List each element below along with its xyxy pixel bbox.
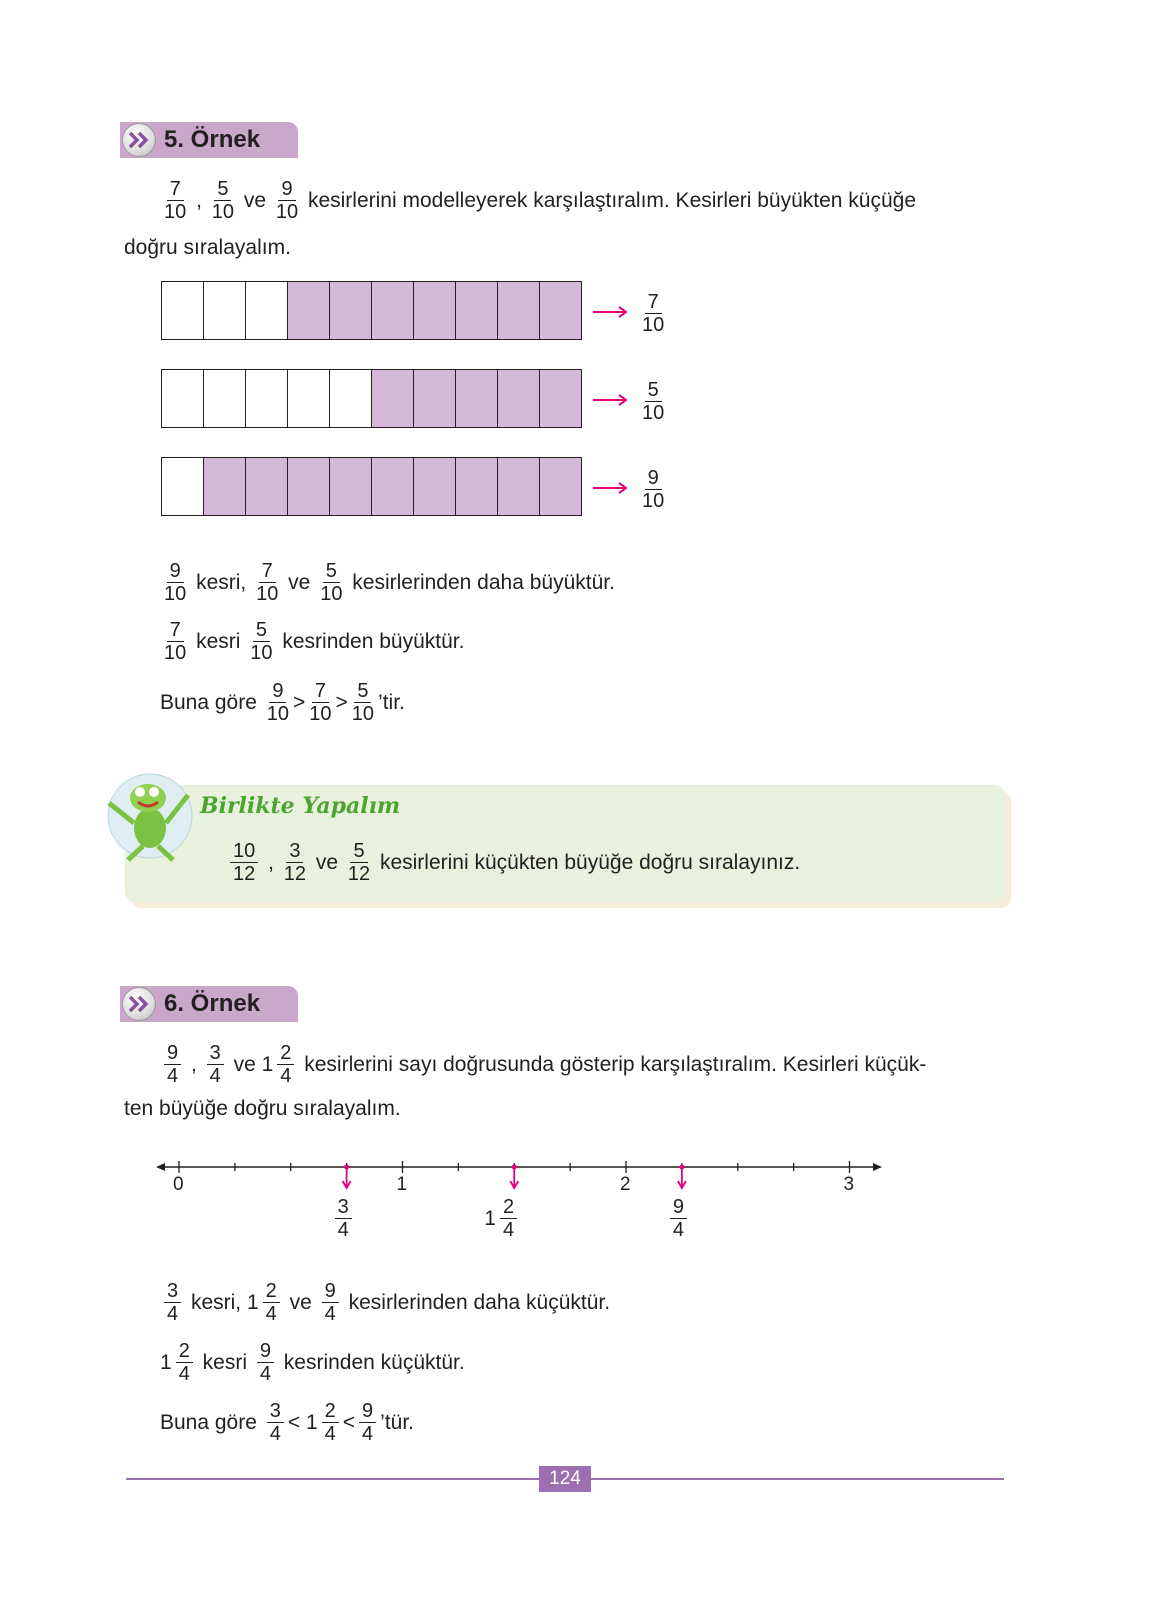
fraction [250,619,272,664]
shaded-cell [498,370,540,427]
denominator: 10 [164,642,187,664]
numerator: 2 [263,1280,280,1303]
fraction [212,178,234,223]
footer-rule [126,1478,539,1480]
denominator: 4 [280,1065,292,1087]
text-segment: ve 1 [227,1052,274,1076]
denominator: 10 [642,402,665,424]
denominator: 4 [502,1219,515,1241]
text-segment: > [293,690,306,714]
denominator: 10 [164,201,187,223]
fraction [284,840,306,885]
statement-4 [160,1280,610,1325]
shaded-cell [540,458,581,515]
fraction-bar-model [161,457,582,516]
denominator: 10 [642,314,665,336]
denominator: 12 [283,863,307,885]
numerator: 7 [645,291,662,314]
example-6-intro [160,1042,926,1087]
text-segment: kesirlerinden daha küçüktür. [342,1290,611,1314]
statement-1 [160,560,615,605]
numerator: 2 [176,1340,193,1363]
fraction [164,560,186,605]
fraction [164,178,186,223]
denominator: 4 [209,1065,221,1087]
fraction [207,1042,224,1087]
text-segment: kesrinden büyüktür. [276,629,465,653]
text-segment: kesri [196,1350,253,1374]
numerator: 2 [322,1400,339,1423]
frog-mascot-icon [98,768,198,868]
text-segment: 1 [160,1350,172,1374]
text-segment: ’tir. [378,690,405,714]
fraction [176,1340,193,1385]
whole-part: 1 [484,1206,496,1230]
numerator: 5 [354,680,371,703]
birlikte-title: Birlikte Yapalım [200,793,401,819]
denominator: 10 [250,642,273,664]
tick-label: 1 [396,1174,408,1195]
right-arrow-icon [593,301,629,325]
text-segment: kesirlerinden daha büyüktür. [346,570,615,594]
denominator: 4 [167,1065,179,1087]
example-5-title: 5. Örnek [164,126,261,153]
text-segment: , [185,1052,203,1076]
page-number: 124 [539,1466,591,1492]
numerator: 7 [167,619,184,642]
example-6-title: 6. Örnek [164,990,261,1017]
shaded-cell [204,458,246,515]
text-segment: ve [238,188,272,212]
shaded-cell [372,458,414,515]
text-segment: kesri, 1 [185,1290,259,1314]
empty-cell [162,458,204,515]
numerator: 3 [207,1042,224,1065]
shaded-cell [498,458,540,515]
denominator: 4 [167,1303,179,1325]
fraction [359,1400,376,1445]
fraction [164,619,186,664]
numerator: 3 [267,1400,284,1423]
text-segment: kesrinden küçüktür. [277,1350,465,1374]
footer-rule [591,1478,1004,1480]
mark-label [484,1196,521,1241]
fraction [642,467,664,512]
mark-label [331,1196,356,1241]
double-chevron-icon [122,123,156,157]
empty-cell [330,370,372,427]
numerator: 3 [164,1280,181,1303]
numerator: 5 [323,560,340,583]
numerator: 9 [257,1340,274,1363]
denominator: 4 [324,1303,336,1325]
denominator: 10 [164,583,187,605]
numerator: 3 [286,840,303,863]
numerator: 10 [230,840,258,863]
numerator: 9 [269,680,286,703]
denominator: 10 [211,201,235,223]
number-line [0,1140,1163,1260]
denominator: 4 [362,1423,374,1445]
shaded-cell [330,458,372,515]
fraction [230,840,258,885]
text-segment: kesirlerini sayı doğrusunda gösterip karşılaştıralım. Kesirleri küçük- [298,1052,927,1076]
down-arrow-icon [343,1167,351,1188]
fraction [642,291,664,336]
fraction [309,680,331,725]
denominator: 4 [269,1423,281,1445]
empty-cell [162,370,204,427]
numerator: 2 [500,1196,517,1219]
text-segment: , [190,188,208,212]
empty-cell [246,370,288,427]
text-segment: < [342,1410,356,1434]
shaded-cell [414,458,456,515]
fraction [348,840,370,885]
text-segment: > [335,690,348,714]
empty-cell [204,370,246,427]
text-segment: Buna göre [160,690,263,714]
fraction [276,178,298,223]
denominator: 10 [309,703,332,725]
fraction [164,1280,181,1325]
empty-cell [204,282,246,339]
denominator: 10 [642,490,665,512]
text-segment: ’tür. [380,1410,415,1434]
example-5-intro [160,178,916,223]
denominator: 4 [672,1219,684,1241]
numerator: 9 [164,1042,181,1065]
shaded-cell [456,282,498,339]
fraction [164,1042,181,1087]
statement-3 [160,680,405,725]
fraction [256,560,278,605]
tick-label: 3 [843,1174,855,1195]
numerator: 5 [645,379,662,402]
fraction [322,1400,339,1445]
numerator: 5 [350,840,367,863]
numerator: 3 [335,1196,352,1219]
numerator: 7 [312,680,329,703]
numerator: 2 [277,1042,294,1065]
empty-cell [288,370,330,427]
text-segment: ve [283,1290,318,1314]
shaded-cell [498,282,540,339]
right-arrow-icon [593,477,629,501]
example-6-badge [120,986,298,1022]
example-5-badge [120,122,298,158]
denominator: 10 [351,703,375,725]
down-arrow-icon [510,1167,518,1188]
shaded-cell [288,458,330,515]
fraction [277,1042,294,1087]
fraction [500,1196,517,1241]
numerator: 5 [253,619,270,642]
fraction [322,1280,339,1325]
numerator: 9 [167,560,184,583]
fraction [267,1400,284,1445]
denominator: 10 [266,703,289,725]
numerator: 9 [645,467,662,490]
text-segment: ve [310,850,344,874]
shaded-cell [414,370,456,427]
example-5-intro-cont: doğru sıralayalım. [124,236,291,259]
fraction-bar-model [161,369,582,428]
shaded-cell [372,370,414,427]
mark-label [666,1196,691,1241]
down-arrow-icon [678,1167,686,1188]
fraction [335,1196,352,1241]
fraction [352,680,374,725]
fraction [267,680,289,725]
numerator: 5 [214,178,231,201]
double-chevron-icon [122,987,156,1021]
birlikte-task [226,840,800,885]
denominator: 4 [337,1219,349,1241]
shaded-cell [246,458,288,515]
numerator: 9 [670,1196,687,1219]
denominator: 4 [265,1303,277,1325]
text-segment: kesirlerini küçükten büyüğe doğru sıralayınız. [374,850,801,874]
empty-cell [162,282,204,339]
fraction-bar-model [161,281,582,340]
statement-6 [160,1400,414,1445]
tick-label: 2 [620,1174,631,1195]
left-arrowhead [156,1163,165,1171]
right-arrowhead [873,1163,882,1171]
text-segment: < 1 [287,1410,318,1434]
denominator: 10 [256,583,279,605]
empty-cell [246,282,288,339]
denominator: 12 [233,863,256,885]
text-segment: kesirlerini modelleyerek karşılaştıralım. Kesirleri büyükten küçüğe [302,188,917,212]
right-arrow-icon [593,389,629,413]
shaded-cell [456,370,498,427]
denominator: 12 [347,863,371,885]
tick-label: 0 [173,1174,184,1195]
text-segment: , [262,850,280,874]
text-segment: Buna göre [160,1410,263,1434]
numerator: 9 [278,178,295,201]
shaded-cell [288,282,330,339]
shaded-cell [540,282,581,339]
example-6-intro-cont: ten büyüğe doğru sıralayalım. [124,1097,401,1120]
text-segment: ve [282,570,317,594]
shaded-cell [540,370,581,427]
shaded-cell [456,458,498,515]
shaded-cell [414,282,456,339]
fraction [670,1196,687,1241]
fraction [320,560,342,605]
shaded-cell [372,282,414,339]
denominator: 4 [324,1423,336,1445]
denominator: 10 [275,201,299,223]
numerator: 7 [259,560,276,583]
fraction [263,1280,280,1325]
statement-2 [160,619,464,664]
text-segment: kesri, [190,570,253,594]
denominator: 4 [178,1363,190,1385]
numerator: 7 [167,178,184,201]
fraction [642,379,664,424]
denominator: 10 [320,583,343,605]
shaded-cell [330,282,372,339]
numerator: 9 [322,1280,339,1303]
fraction [257,1340,274,1385]
numerator: 9 [359,1400,376,1423]
statement-5 [160,1340,465,1385]
denominator: 4 [259,1363,271,1385]
text-segment: kesri [190,629,247,653]
